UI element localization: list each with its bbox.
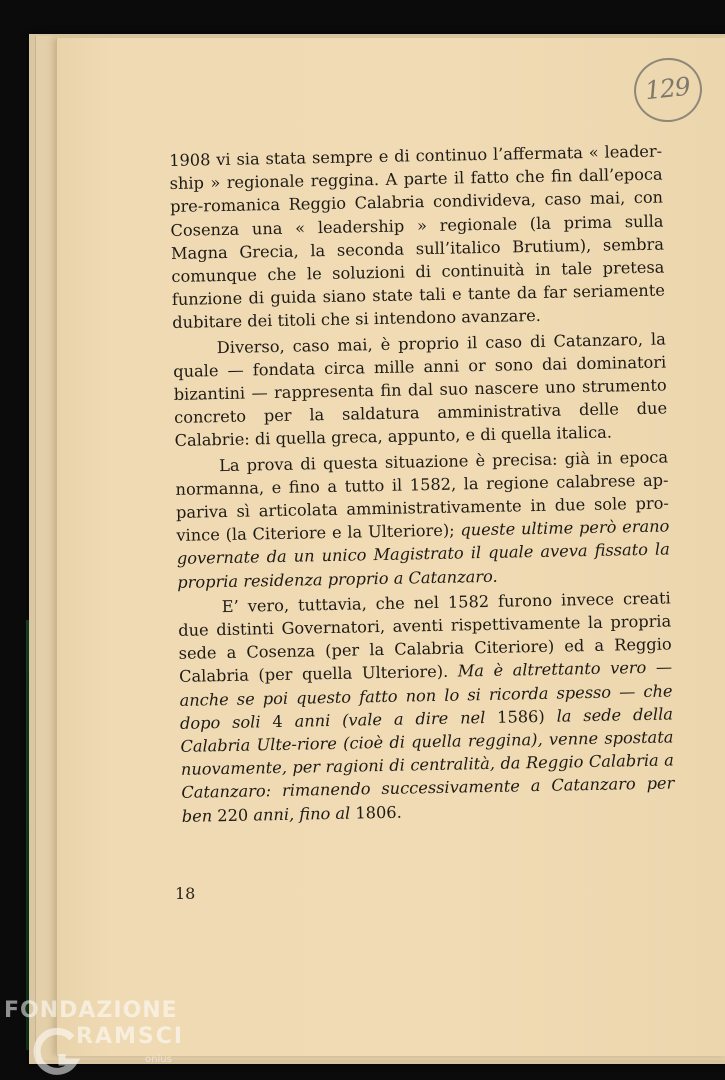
archive-watermark <box>4 998 184 1050</box>
text-segment: La prova di questa situazione è precisa: già in epoca normanna, e fino a tutto il 1582, la regione calabrese ap-pariva sì articolata amministrativamente in due sole pro-vince (la Citeriore e la Ulteriore); <box>175 447 670 546</box>
italic-text-segment: Ma è altrettanto vero — anche se poi questo fatto non lo si ricorda spesso — che dopo soli <box>179 657 673 733</box>
page-folio-number: 18 <box>175 884 196 903</box>
italic-text-segment: anni, fino al <box>253 803 356 825</box>
text-segment: 4 <box>272 711 295 731</box>
text-segment: 220 <box>217 805 254 825</box>
text-segment: Diverso, caso mai, è proprio il caso di Catanzaro, la quale — fondata circa mille anni or sono dai dominatori bizantini — rappresenta fin dal suo nascere uno strumento concreto per la saldatura amministrativa delle due Calabrie: di quella greca, appunto, e di quella italica. <box>173 329 668 451</box>
paragraph <box>173 327 668 452</box>
watermark-logo-icon <box>32 1024 84 1078</box>
watermark-suffix: onlus <box>145 1054 172 1065</box>
body-text <box>169 140 675 830</box>
watermark-line-2: RAMSCI <box>76 1024 185 1049</box>
text-segment: 1908 vi sia stata sempre e di continuo l’affermata « leader-ship » regionale reggina. A parte il fatto che fin dall’epoca pre-romanica Reggio Calabria condivideva, caso mai, con Cosenza una « leadership » regionale (la prima sulla Magna Grecia, la seconda sull’italico Brutium), sembra comunque che le soluzioni di continuità in tale pretesa funzione di guida siano state tali e tante da far seriamente dubitare dei titoli che si intendono avanzare. <box>169 141 665 333</box>
text-segment: E’ vero, tuttavia, che nel 1582 furono invece creati due distinti Governatori, aventi rispettivamente la propria sede a Cosenza (per la Calabria Citeriore) ed a Reggio Calabria (per quella Ulteriore). <box>178 588 672 687</box>
paragraph <box>175 445 671 594</box>
paragraph <box>178 586 675 827</box>
italic-text-segment: queste ultime però erano governate da un unico Magistrato il quale aveva fissato la propria residenza proprio a Catanzaro. <box>176 516 670 592</box>
text-segment: 1586) <box>497 706 557 727</box>
watermark-line-1: FONDAZIONE <box>4 998 178 1023</box>
italic-text-segment: anni (vale a dire nel <box>294 707 498 731</box>
italic-text-segment: la sede della Calabria Ulte-riore (cioè di quella reggina), venne spostata nuovamente, per ragioni di centralità, da Reggio Calabria a Catanzaro: rimanendo successivamente a Catanzaro per ben <box>180 704 675 826</box>
paragraph <box>169 140 665 335</box>
text-segment: 1806. <box>355 802 402 823</box>
handwritten-page-number: 129 <box>643 71 692 106</box>
